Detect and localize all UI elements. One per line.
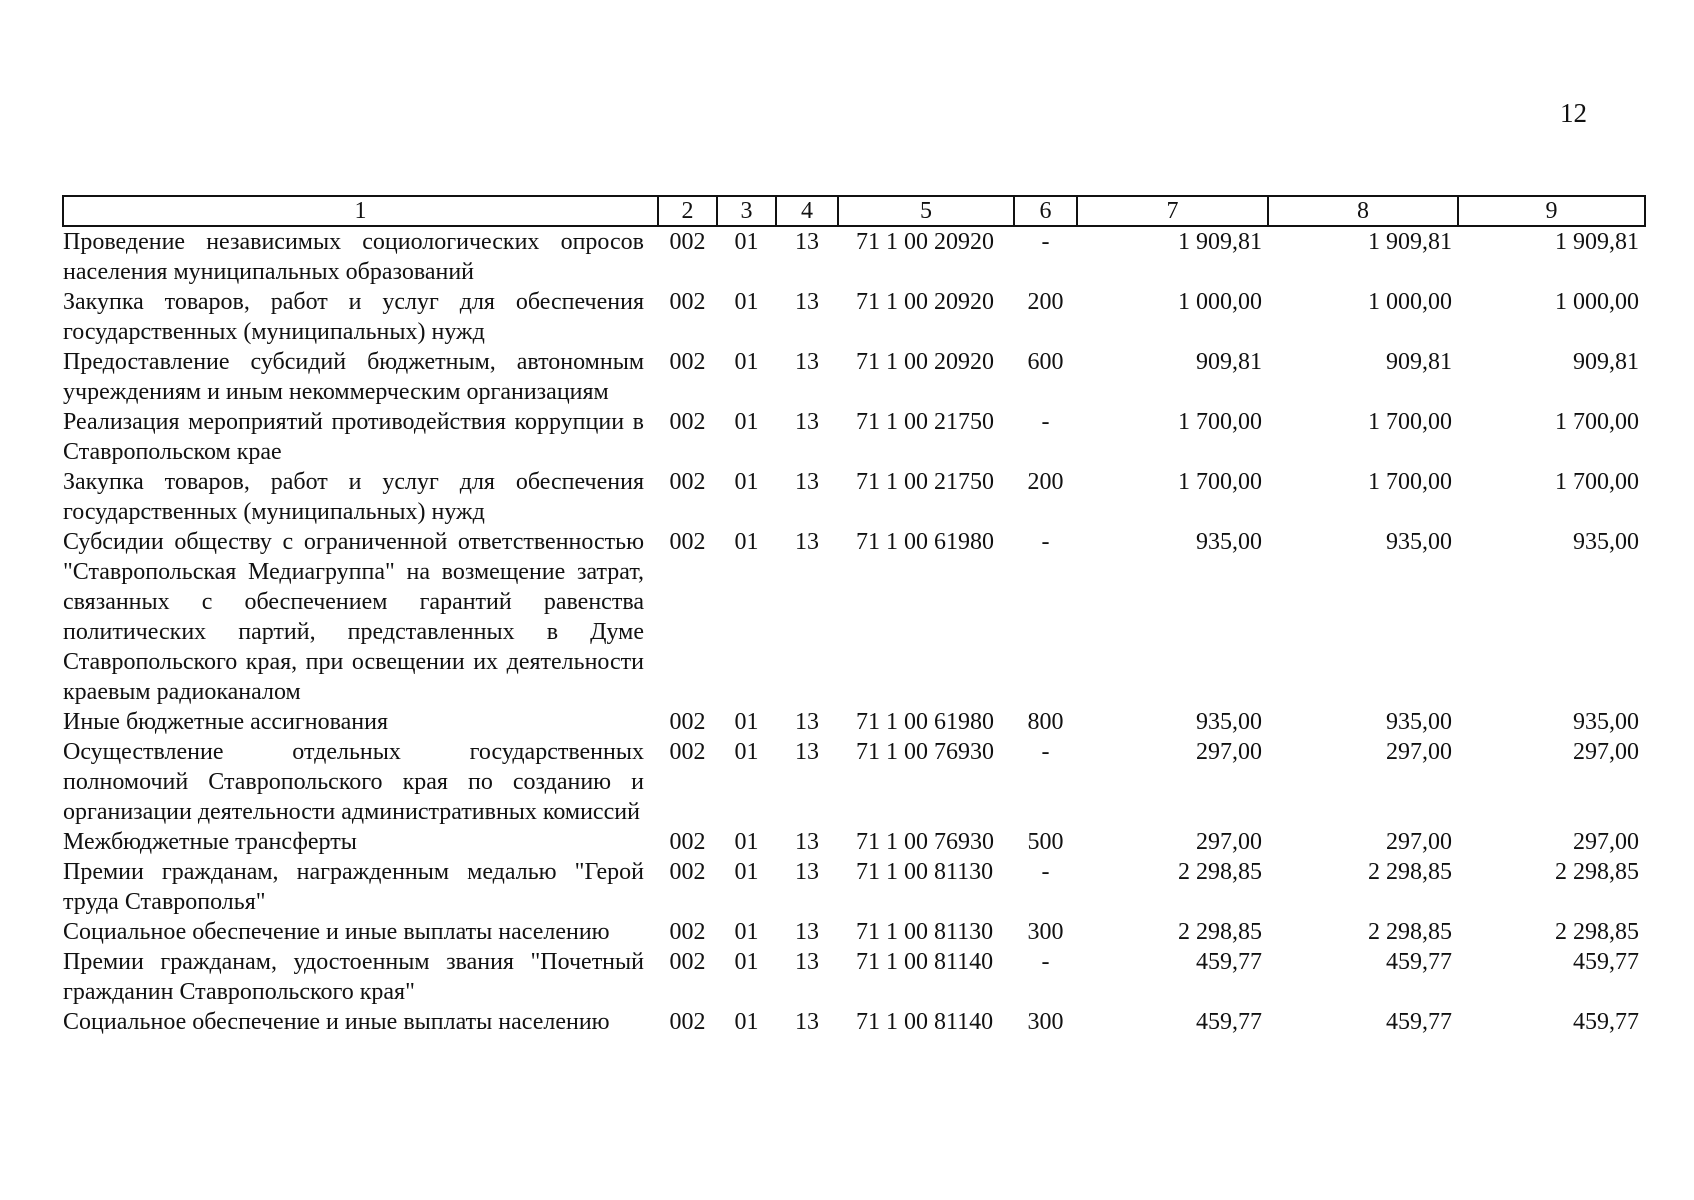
column-header: 2	[658, 196, 717, 226]
column-header: 6	[1014, 196, 1077, 226]
subsection-code: 13	[795, 229, 819, 255]
table-row	[63, 947, 1645, 1007]
amount-col-7: 459,77	[1196, 1009, 1262, 1035]
row-name: Премии гражданам, удостоенным звания "Почетный гражданин Ставропольского края"	[63, 949, 644, 1005]
amount-col-7: 297,00	[1196, 829, 1262, 855]
section-code: 01	[734, 859, 759, 885]
amount-col-8: 297,00	[1386, 739, 1452, 765]
table-row	[63, 917, 1645, 947]
row-name: Проведение независимых социологических опросов населения муниципальных образований	[63, 229, 644, 285]
section-code: 01	[734, 349, 759, 375]
column-header: 1	[63, 196, 658, 226]
expense-type-code: 500	[1027, 829, 1064, 855]
row-name: Реализация мероприятий противодействия коррупции в Ставропольском крае	[63, 409, 644, 465]
ministry-code: 002	[669, 739, 706, 765]
ministry-code: 002	[669, 949, 706, 975]
amount-col-7: 1 700,00	[1178, 409, 1262, 435]
table-row	[63, 347, 1645, 407]
column-header: 3	[717, 196, 776, 226]
target-item-code: 71 1 00 76930	[856, 739, 994, 765]
subsection-code: 13	[795, 739, 819, 765]
table-row	[63, 1007, 1645, 1037]
expense-type-code: 800	[1027, 709, 1064, 735]
expense-type-code: -	[1041, 229, 1050, 255]
amount-col-7: 909,81	[1196, 349, 1262, 375]
target-item-code: 71 1 00 20920	[856, 289, 994, 315]
ministry-code: 002	[669, 349, 706, 375]
subsection-code: 13	[795, 469, 819, 495]
subsection-code: 13	[795, 409, 819, 435]
row-name: Предоставление субсидий бюджетным, автономным учреждениям и иным некоммерческим организациям	[63, 349, 644, 405]
amount-col-9: 2 298,85	[1555, 859, 1639, 885]
amount-col-7: 1 700,00	[1178, 469, 1262, 495]
amount-col-8: 2 298,85	[1368, 919, 1452, 945]
amount-col-7: 2 298,85	[1178, 919, 1262, 945]
ministry-code: 002	[669, 529, 706, 555]
row-name: Субсидии обществу с ограниченной ответственностью "Ставропольская Медиагруппа" на возмещение затрат, связанных с обеспечением гарантий равенства политических партий, представленных в Думе Ставропольского края, при освещении их деятельности краевым радиоканалом	[63, 529, 644, 705]
table-row	[63, 827, 1645, 857]
table-row	[63, 707, 1645, 737]
amount-col-8: 459,77	[1386, 1009, 1452, 1035]
row-name: Социальное обеспечение и иные выплаты населению	[63, 1009, 610, 1035]
row-name: Закупка товаров, работ и услуг для обеспечения государственных (муниципальных) нужд	[63, 289, 644, 345]
amount-col-7: 297,00	[1196, 739, 1262, 765]
amount-col-8: 935,00	[1386, 529, 1452, 555]
expense-type-code: -	[1041, 859, 1050, 885]
section-code: 01	[734, 919, 759, 945]
amount-col-9: 297,00	[1573, 829, 1639, 855]
amount-col-7: 459,77	[1196, 949, 1262, 975]
section-code: 01	[734, 409, 759, 435]
subsection-code: 13	[795, 1009, 819, 1035]
row-name: Премии гражданам, награжденным медалью "Герой труда Ставрополья"	[63, 859, 644, 915]
amount-col-9: 2 298,85	[1555, 919, 1639, 945]
table-row	[63, 737, 1645, 827]
budget-table	[62, 195, 1646, 1037]
amount-col-8: 909,81	[1386, 349, 1452, 375]
row-name: Межбюджетные трансферты	[63, 829, 357, 855]
expense-type-code: 600	[1027, 349, 1064, 375]
expense-type-code: -	[1041, 409, 1050, 435]
amount-col-8: 1 700,00	[1368, 409, 1452, 435]
subsection-code: 13	[795, 829, 819, 855]
target-item-code: 71 1 00 21750	[856, 469, 994, 495]
amount-col-7: 2 298,85	[1178, 859, 1262, 885]
amount-col-9: 1 700,00	[1555, 409, 1639, 435]
subsection-code: 13	[795, 859, 819, 885]
amount-col-7: 935,00	[1196, 709, 1262, 735]
target-item-code: 71 1 00 21750	[856, 409, 994, 435]
expense-type-code: 200	[1027, 469, 1064, 495]
ministry-code: 002	[669, 829, 706, 855]
page-number: 12	[1560, 98, 1587, 128]
amount-col-9: 909,81	[1573, 349, 1639, 375]
expense-type-code: 200	[1027, 289, 1064, 315]
expense-type-code: -	[1041, 739, 1050, 765]
expense-type-code: -	[1041, 949, 1050, 975]
row-name: Осуществление отдельных государственных полномочий Ставропольского края по созданию и организации деятельности административных комиссий	[63, 739, 644, 825]
ministry-code: 002	[669, 919, 706, 945]
amount-col-8: 2 298,85	[1368, 859, 1452, 885]
subsection-code: 13	[795, 289, 819, 315]
subsection-code: 13	[795, 919, 819, 945]
subsection-code: 13	[795, 529, 819, 555]
amount-col-7: 1 909,81	[1178, 229, 1262, 255]
column-header: 4	[776, 196, 838, 226]
table-row	[63, 527, 1645, 707]
subsection-code: 13	[795, 709, 819, 735]
target-item-code: 71 1 00 76930	[856, 829, 994, 855]
amount-col-8: 1 000,00	[1368, 289, 1452, 315]
ministry-code: 002	[669, 859, 706, 885]
section-code: 01	[734, 829, 759, 855]
table-row	[63, 467, 1645, 527]
amount-col-9: 459,77	[1573, 1009, 1639, 1035]
amount-col-9: 935,00	[1573, 529, 1639, 555]
row-name: Закупка товаров, работ и услуг для обеспечения государственных (муниципальных) нужд	[63, 469, 644, 525]
amount-col-7: 935,00	[1196, 529, 1262, 555]
ministry-code: 002	[669, 469, 706, 495]
amount-col-8: 1 700,00	[1368, 469, 1452, 495]
section-code: 01	[734, 229, 759, 255]
amount-col-9: 297,00	[1573, 739, 1639, 765]
table-row	[63, 287, 1645, 347]
amount-col-8: 297,00	[1386, 829, 1452, 855]
target-item-code: 71 1 00 81130	[856, 919, 994, 945]
ministry-code: 002	[669, 289, 706, 315]
target-item-code: 71 1 00 81130	[856, 859, 994, 885]
table-row	[63, 857, 1645, 917]
amount-col-9: 935,00	[1573, 709, 1639, 735]
expense-type-code: -	[1041, 529, 1050, 555]
amount-col-7: 1 000,00	[1178, 289, 1262, 315]
amount-col-9: 1 909,81	[1555, 229, 1639, 255]
section-code: 01	[734, 709, 759, 735]
amount-col-8: 459,77	[1386, 949, 1452, 975]
table-row	[63, 407, 1645, 467]
section-code: 01	[734, 949, 759, 975]
amount-col-8: 1 909,81	[1368, 229, 1452, 255]
amount-col-9: 1 000,00	[1555, 289, 1639, 315]
target-item-code: 71 1 00 61980	[856, 529, 994, 555]
expense-type-code: 300	[1027, 1009, 1064, 1035]
amount-col-9: 1 700,00	[1555, 469, 1639, 495]
section-code: 01	[734, 739, 759, 765]
ministry-code: 002	[669, 1009, 706, 1035]
expense-type-code: 300	[1027, 919, 1064, 945]
subsection-code: 13	[795, 949, 819, 975]
subsection-code: 13	[795, 349, 819, 375]
row-name: Социальное обеспечение и иные выплаты населению	[63, 919, 610, 945]
ministry-code: 002	[669, 709, 706, 735]
ministry-code: 002	[669, 409, 706, 435]
target-item-code: 71 1 00 20920	[856, 229, 994, 255]
column-header: 7	[1077, 196, 1268, 226]
target-item-code: 71 1 00 61980	[856, 709, 994, 735]
amount-col-9: 459,77	[1573, 949, 1639, 975]
section-code: 01	[734, 289, 759, 315]
amount-col-8: 935,00	[1386, 709, 1452, 735]
target-item-code: 71 1 00 81140	[856, 1009, 994, 1035]
column-header: 5	[838, 196, 1014, 226]
row-name: Иные бюджетные ассигнования	[63, 709, 388, 735]
table-row	[63, 226, 1645, 287]
section-code: 01	[734, 469, 759, 495]
column-header: 9	[1458, 196, 1645, 226]
column-header: 8	[1268, 196, 1458, 226]
section-code: 01	[734, 529, 759, 555]
ministry-code: 002	[669, 229, 706, 255]
target-item-code: 71 1 00 81140	[856, 949, 994, 975]
section-code: 01	[734, 1009, 759, 1035]
target-item-code: 71 1 00 20920	[856, 349, 994, 375]
table-header-row	[63, 196, 1645, 226]
